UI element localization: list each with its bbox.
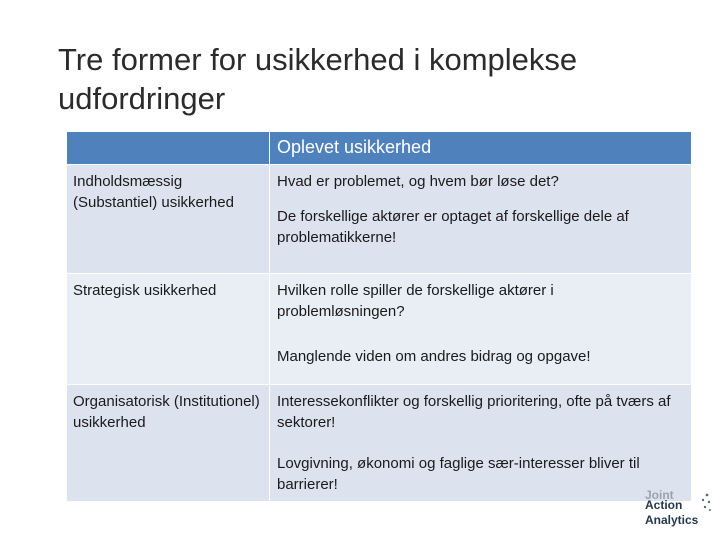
description-line: De forskellige aktører er optaget af forskellige dele af problematikkerne! xyxy=(277,208,629,246)
description-line: Lovgivning, økonomi og faglige sær-interesser bliver til barrierer! xyxy=(277,455,640,493)
row-label: Organisatorisk (Institutionel) usikkerhed xyxy=(73,393,260,431)
header-label: Oplevet usikkerhed xyxy=(277,137,432,157)
row-label: Indholdsmæssig (Substantiel) usikkerhed xyxy=(73,173,234,211)
row-description-cell xyxy=(270,385,692,502)
row-description-cell xyxy=(270,165,692,274)
header-cell-empty xyxy=(67,132,270,165)
table-header-row xyxy=(67,132,692,165)
joint-action-analytics-logo xyxy=(645,488,715,528)
description-line: Hvad er problemet, og hvem bør løse det? xyxy=(277,173,559,190)
logo-line-3: Analytics xyxy=(645,513,699,527)
description-line: Manglende viden om andres bidrag og opgave! xyxy=(277,348,591,365)
logo-mark-icon xyxy=(697,492,713,514)
row-description-cell xyxy=(270,274,692,385)
header-cell-experienced-uncertainty xyxy=(270,132,692,165)
row-label-cell xyxy=(67,274,270,385)
logo-line-2: Action xyxy=(645,498,683,512)
row-label-cell xyxy=(67,165,270,274)
slide-title: Tre former for usikkerhed i komplekse udfordringer xyxy=(58,42,578,116)
logo-line-1: Joint xyxy=(645,488,674,502)
table-row xyxy=(67,165,692,274)
uncertainty-table xyxy=(66,131,692,502)
row-label-cell xyxy=(67,385,270,502)
description-line: Interessekonflikter og forskellig prioritering, ofte på tværs af sektorer! xyxy=(277,393,671,431)
description-line: Hvilken rolle spiller de forskellige aktører i problemløsningen? xyxy=(277,282,554,320)
row-label: Strategisk usikkerhed xyxy=(73,282,217,299)
table-row xyxy=(67,274,692,385)
table-row xyxy=(67,385,692,502)
